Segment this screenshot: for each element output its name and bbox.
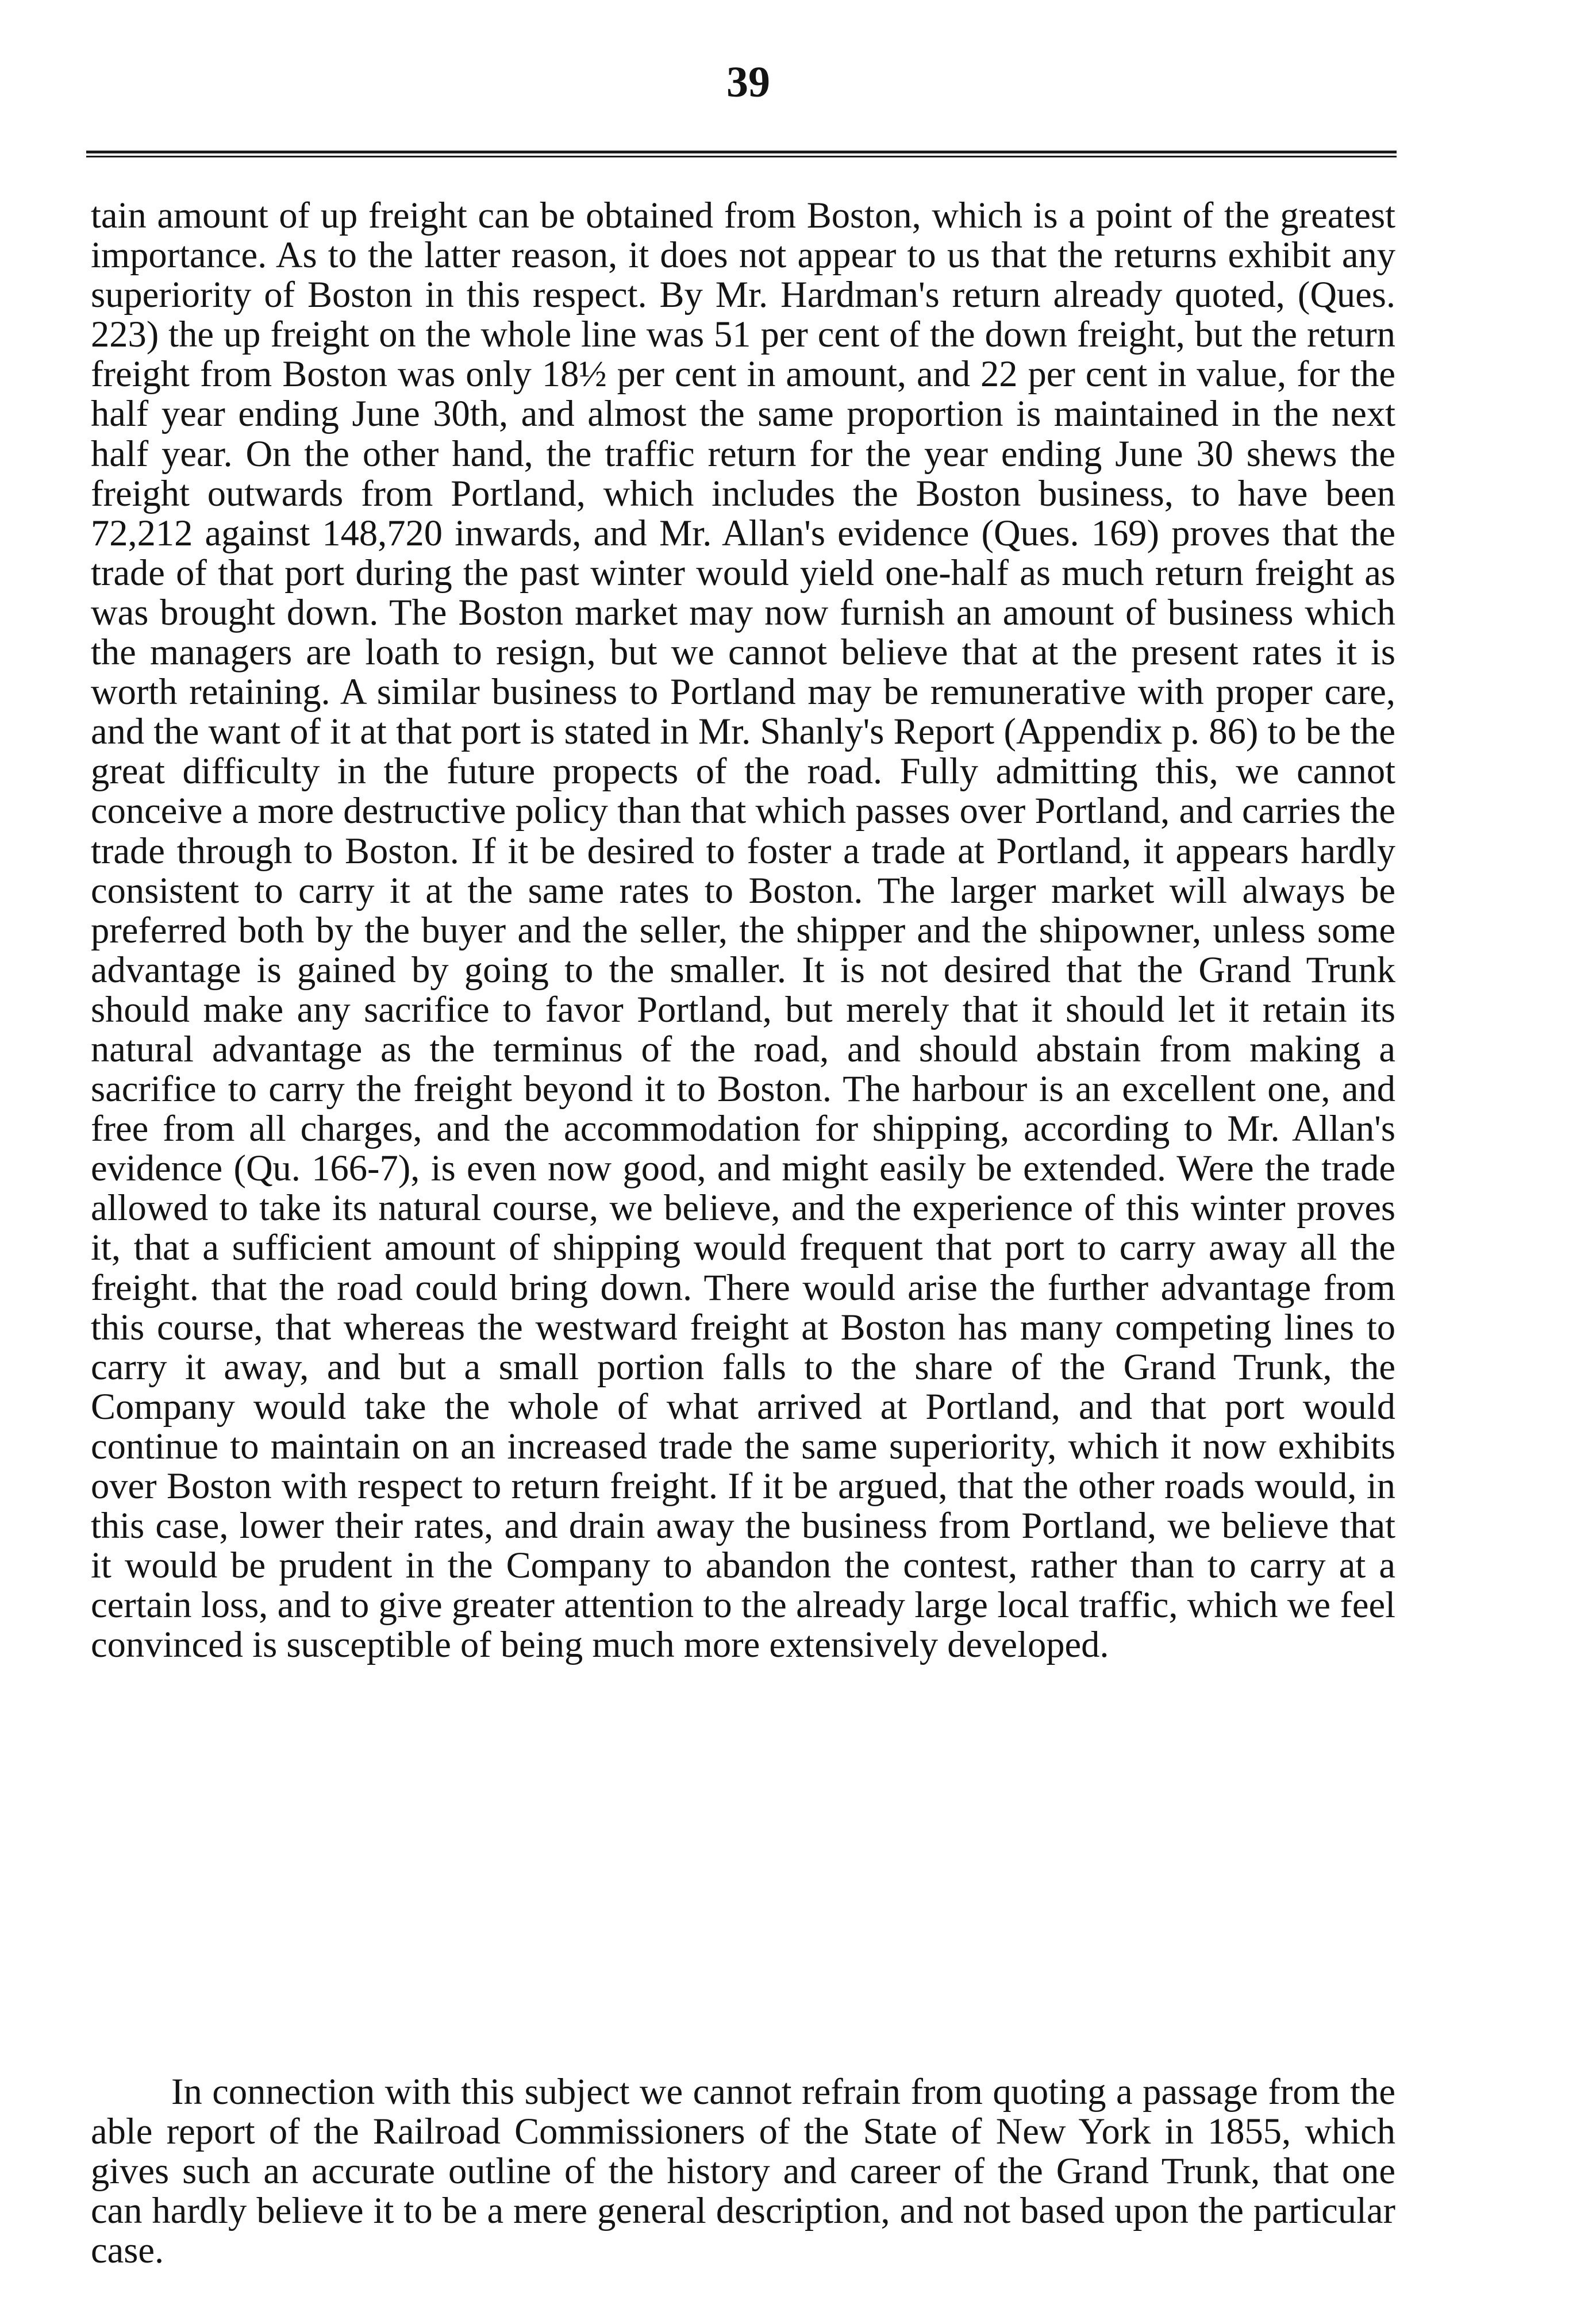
page-number: 39 bbox=[726, 58, 770, 106]
body-paragraph: tain amount of up freight can be obtained from Boston, which is a point of the greatest importance. As to the latter reason, it does not appear to us that the returns exhibit any superiority of Boston in this respect. By Mr. Hardman's return already quoted, (Ques. 223) the up freight on the whole line was 51 per cent of the down freight, but the return freight from Boston was only 18½ per cent in amount, and 22 per cent in value, for the half year ending June 30th, and almost the same proportion is maintained in the next half year. On the other hand, the traffic return for the year ending June 30 shews the freight outwards from Portland, which includes the Boston business, to have been 72,212 against 148,720 inwards, and Mr. Allan's evidence (Ques. 169) proves that the trade of that port during the past winter would yield one-half as much return freight as was brought down. The Boston market may now furnish an amount of business which the managers are loath to resign, but we cannot believe that at the present rates it is worth retaining. A similar business to Portland may be remunerative with proper care, and the want of it at that port is stated in Mr. Shanly's Report (Appendix p. 86) to be the great difficulty in the future propects of the road. Fully admitting this, we cannot conceive a more destructive policy than that which passes over Portland, and carries the trade through to Boston. If it be desired to foster a trade at Portland, it appears hardly consistent to carry it at the same rates to Boston. The larger market will always be preferred both by the buyer and the seller, the shipper and the shipowner, unless some advantage is gained by going to the smaller. It is not desired that the Grand Trunk should make any sacrifice to favor Portland, but merely that it should let it retain its natural advantage as the terminus of the road, and should abstain from making a sacrifice to carry the freight beyond it to Boston. The harbour is an excellent one, and free from all charges, and the accommodation for shipping, according to Mr. Allan's evidence (Qu. 166-7), is even now good, and might easily be extended. Were the trade allowed to take its natural course, we believe, and the experience of this winter proves it, that a sufficient amount of shipping would frequent that port to carry away all the freight. that the road could bring down. There would arise the further advantage from this course, that whereas the westward freight at Boston has many competing lines to carry it away, and but a small portion falls to the share of the Grand Trunk, the Company would take the whole of what arrived at Portland, and that port would continue to maintain on an increased trade the same superiority, which it now exhibits over Boston with respect to return freight. If it be argued, that the other roads would, in this case, lower their rates, and drain away the business from Portland, we believe that it would be prudent in the Company to abandon the contest, rather than to carry at a certain loss, and to give greater attention to the already large local traffic, which we feel convinced is susceptible of being much more extensively developed. bbox=[91, 195, 1395, 1665]
header-rule bbox=[86, 151, 1397, 157]
body-paragraph: In connection with this subject we cannot refrain from quoting a passage from the able report of the Railroad Commissioners of the State of New York in 1855, which gives such an accurate outline of the history and career of the Grand Trunk, that one can hardly believe it to be a mere general description, and not based upon the particular case. bbox=[91, 2071, 1395, 2271]
